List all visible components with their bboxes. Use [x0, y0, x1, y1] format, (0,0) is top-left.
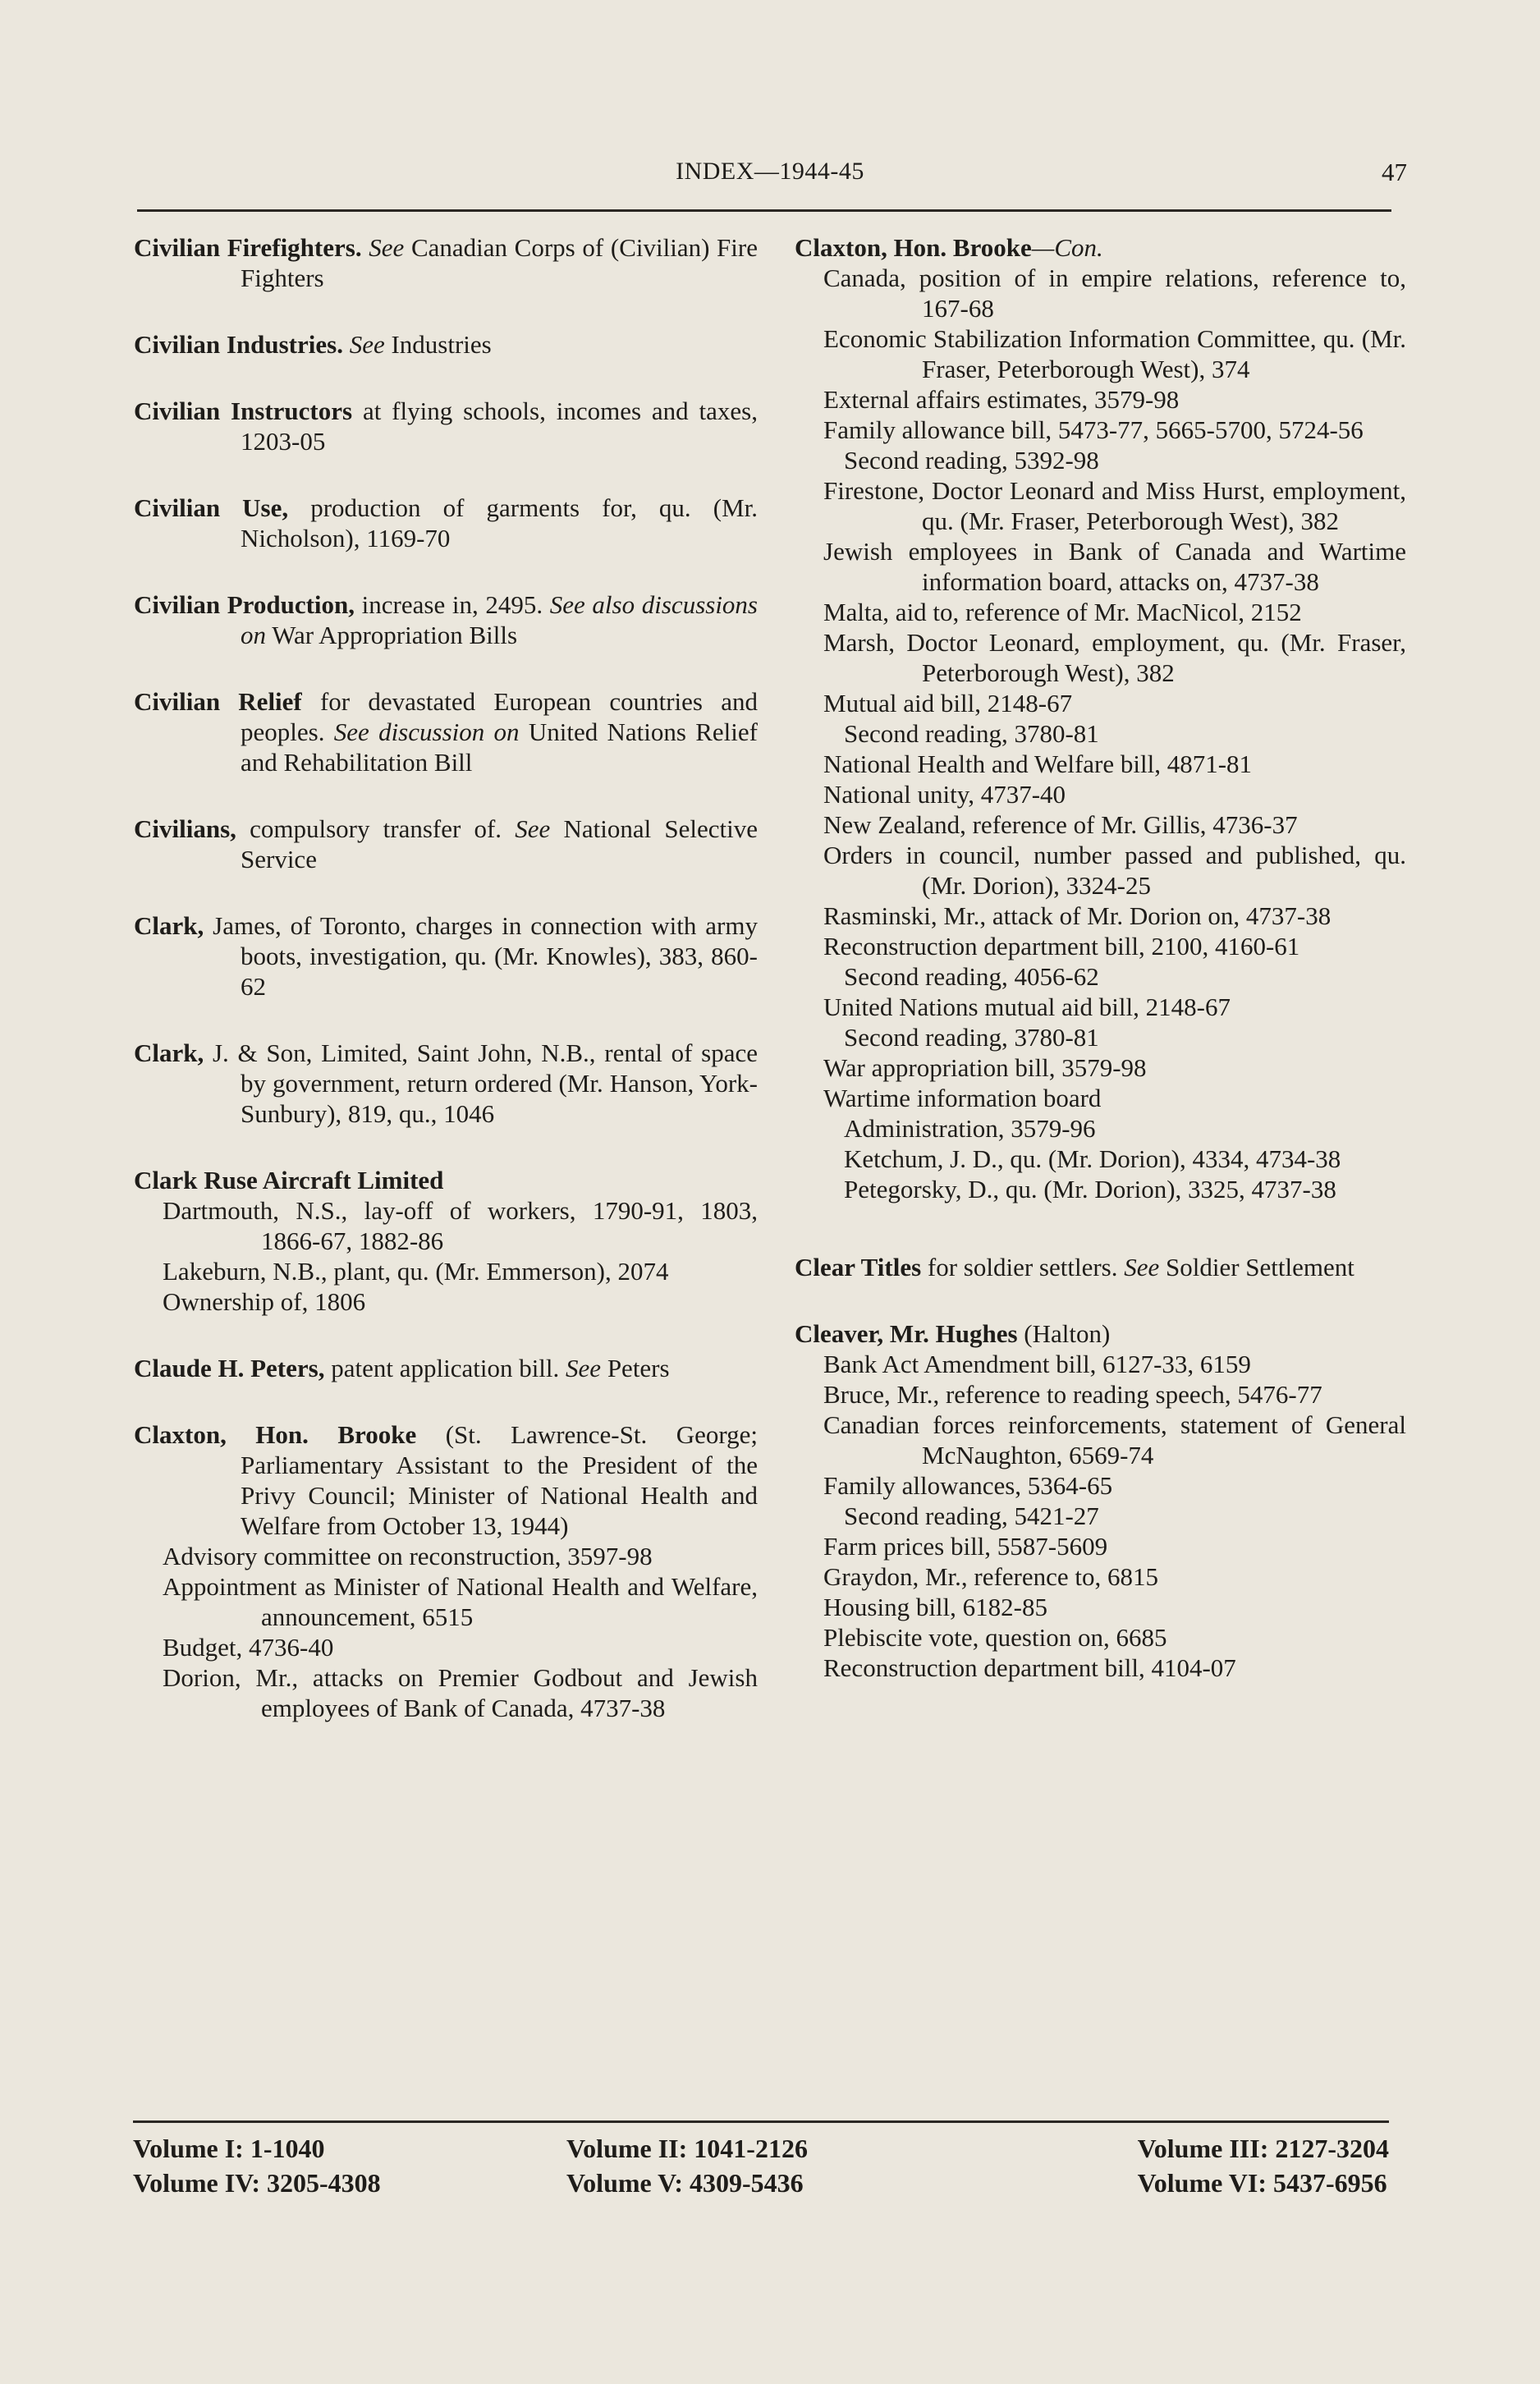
sub-entry: Wartime information board — [823, 1084, 1102, 1112]
volume-range: Volume VI: 5437-6956 — [1137, 2168, 1387, 2198]
sub-entry: Mutual aid bill, 2148-67 — [823, 689, 1073, 717]
page-number: 47 — [1382, 158, 1407, 186]
sub-entry: National unity, 4737-40 — [823, 780, 1066, 809]
index-entry — [134, 493, 758, 553]
see-reference: See — [559, 1354, 602, 1382]
header-rule — [137, 209, 1391, 212]
volume-range: Volume III: 2127-3204 — [1137, 2134, 1389, 2163]
continued-label: —Con. — [1031, 233, 1103, 262]
index-entry — [134, 686, 758, 777]
sub-sub-entry: Ketchum, J. D., qu. (Mr. Dorion), 4334, 4734-38 — [844, 1144, 1341, 1173]
index-entry — [795, 232, 1406, 1204]
entry-text: Peters — [601, 1354, 670, 1382]
sub-entry: Reconstruction department bill, 2100, 4160-61 — [823, 932, 1300, 960]
index-entry — [134, 589, 758, 650]
page-title: INDEX—1944-45 — [676, 158, 864, 185]
sub-entry: Orders in council, number passed and published, qu. (Mr. Dorion), 3324-25 — [823, 841, 1406, 900]
see-reference: See — [369, 233, 405, 262]
index-entry — [134, 329, 758, 360]
sub-entry: Appointment as Minister of National Health and Welfare, announcement, 6515 — [163, 1572, 758, 1631]
entry-text: Soldier Settlement — [1159, 1253, 1354, 1281]
entry-text: for soldier settlers. — [921, 1253, 1118, 1281]
sub-sub-entry: Second reading, 5392-98 — [844, 446, 1099, 475]
sub-entry: Bank Act Amendment bill, 6127-33, 6159 — [823, 1350, 1251, 1378]
sub-entry: Family allowances, 5364-65 — [823, 1471, 1113, 1500]
entry-heading: Civilians, — [134, 814, 236, 843]
sub-entry: Dartmouth, N.S., lay-off of workers, 1790-91, 1803, 1866-67, 1882-86 — [163, 1196, 758, 1255]
entry-heading: Clark Ruse Aircraft Limited — [134, 1166, 444, 1194]
index-entry — [134, 1419, 758, 1723]
sub-entry: Budget, 4736-40 — [163, 1633, 334, 1662]
sub-entry: External affairs estimates, 3579-98 — [823, 385, 1180, 414]
volume-range: Volume IV: 3205-4308 — [133, 2168, 381, 2198]
entry-heading: Civilian Use, — [134, 493, 289, 522]
entry-heading: Clark, — [134, 911, 204, 940]
see-reference: See — [349, 330, 385, 359]
sub-sub-entry: Second reading, 5421-27 — [844, 1501, 1099, 1530]
entry-text: (Halton) — [1017, 1319, 1111, 1348]
entry-heading: Civilian Industries. — [134, 330, 343, 359]
sub-entry: Canadian forces reinforcements, statement of General McNaughton, 6569-74 — [823, 1410, 1406, 1469]
sub-entry: National Health and Welfare bill, 4871-81 — [823, 750, 1253, 778]
sub-entry: Housing bill, 6182-85 — [823, 1593, 1047, 1621]
volume-range: Volume I: 1-1040 — [133, 2134, 325, 2163]
sub-sub-entry: Administration, 3579-96 — [844, 1114, 1096, 1143]
sub-entry: New Zealand, reference of Mr. Gillis, 4736-37 — [823, 810, 1298, 839]
sub-entry: Family allowance bill, 5473-77, 5665-5700, 5724-56 — [823, 415, 1364, 444]
index-entry — [134, 1353, 758, 1383]
entry-heading: Clear Titles — [795, 1253, 922, 1281]
footer-rule — [133, 2120, 1389, 2123]
entry-heading: Civilian Relief — [134, 687, 302, 716]
index-entry — [134, 814, 758, 874]
entry-text: Canadian Corps of (Civilian) Fire Fighters — [241, 233, 758, 292]
entry-heading: Civilian Production, — [134, 590, 355, 619]
entry-text: increase in, 2495. — [355, 590, 543, 619]
volume-range: Volume V: 4309-5436 — [566, 2168, 804, 2198]
entry-text: compulsory transfer of. — [236, 814, 502, 843]
sub-entry: Farm prices bill, 5587-5609 — [823, 1532, 1108, 1561]
sub-entry: War appropriation bill, 3579-98 — [823, 1053, 1147, 1082]
index-entry — [134, 1038, 758, 1129]
entry-text: James, of Toronto, charges in connection with army boots, investigation, qu. (Mr. Knowles), 383, 860-62 — [204, 911, 758, 1001]
entry-text: patent application bill. — [324, 1354, 560, 1382]
sub-entry: Dorion, Mr., attacks on Premier Godbout and Jewish employees of Bank of Canada, 4737-38 — [163, 1663, 758, 1722]
entry-heading: Cleaver, Mr. Hughes — [795, 1319, 1018, 1348]
entry-text: (St. Lawrence-St. George; Parliamentary Assistant to the President of the Privy Council; Minister of National Health and Welfare from October 13, 1944) — [241, 1420, 758, 1540]
sub-entry: Canada, position of in empire relations, reference to, 167-68 — [823, 264, 1406, 323]
sub-sub-entry: Petegorsky, D., qu. (Mr. Dorion), 3325, 4737-38 — [844, 1175, 1336, 1203]
entry-heading: Civilian Instructors — [134, 397, 353, 425]
see-reference: See also discussions on — [241, 590, 758, 649]
entry-heading: Claxton, Hon. Brooke — [134, 1420, 417, 1449]
entry-text: National Selective Service — [241, 814, 758, 873]
entry-text: J. & Son, Limited, Saint John, N.B., rental of space by government, return ordered (Mr. Hanson, York-Sunbury), 819, qu., 1046 — [204, 1038, 758, 1128]
index-entry — [134, 910, 758, 1002]
sub-entry: Marsh, Doctor Leonard, employment, qu. (Mr. Fraser, Peterborough West), 382 — [823, 628, 1406, 687]
see-reference: See discussion on — [324, 717, 520, 746]
sub-entry: Rasminski, Mr., attack of Mr. Dorion on, 4737-38 — [823, 901, 1331, 930]
index-entry — [795, 1252, 1406, 1282]
sub-entry: Ownership of, 1806 — [163, 1287, 366, 1316]
volume-range: Volume II: 1041-2126 — [566, 2134, 808, 2163]
sub-sub-entry: Second reading, 3780-81 — [844, 719, 1099, 748]
entry-text: production of garments for, qu. (Mr. Nicholson), 1169-70 — [241, 493, 758, 552]
see-reference: See — [1117, 1253, 1160, 1281]
sub-entry: Firestone, Doctor Leonard and Miss Hurst, employment, qu. (Mr. Fraser, Peterborough West), 382 — [823, 476, 1406, 535]
entry-text: for devastated European countries and peoples. — [241, 687, 758, 746]
left-column — [134, 232, 758, 1723]
entry-text: Industries — [384, 330, 492, 359]
sub-entry: Graydon, Mr., reference to, 6815 — [823, 1562, 1159, 1591]
index-entry — [134, 1165, 758, 1317]
entry-heading: Clark, — [134, 1038, 204, 1067]
sub-entry: Plebiscite vote, question on, 6685 — [823, 1623, 1167, 1652]
sub-sub-entry: Second reading, 3780-81 — [844, 1023, 1099, 1052]
sub-entry: Advisory committee on reconstruction, 3597-98 — [163, 1542, 653, 1570]
sub-entry: Lakeburn, N.B., plant, qu. (Mr. Emmerson), 2074 — [163, 1257, 669, 1286]
index-entry — [134, 396, 758, 456]
sub-entry: Economic Stabilization Information Committee, qu. (Mr. Fraser, Peterborough West), 374 — [823, 324, 1406, 383]
sub-entry: United Nations mutual aid bill, 2148-67 — [823, 993, 1231, 1021]
sub-entry: Malta, aid to, reference of Mr. MacNicol, 2152 — [823, 598, 1302, 626]
entry-text: War Appropriation Bills — [266, 621, 518, 649]
sub-entry: Bruce, Mr., reference to reading speech, 5476-77 — [823, 1380, 1322, 1409]
entry-text: at flying schools, incomes and taxes, 1203-05 — [241, 397, 758, 456]
entry-text: United Nations Relief and Rehabilitation Bill — [241, 717, 758, 777]
entry-heading: Civilian Firefighters. — [134, 233, 362, 262]
entry-heading: Claxton, Hon. Brooke — [795, 233, 1032, 262]
index-entry — [795, 1318, 1406, 1683]
index-entry — [134, 232, 758, 293]
right-column — [795, 232, 1406, 1683]
sub-entry: Jewish employees in Bank of Canada and Wartime information board, attacks on, 4737-38 — [823, 537, 1406, 596]
sub-sub-entry: Second reading, 4056-62 — [844, 962, 1099, 991]
sub-entry: Reconstruction department bill, 4104-07 — [823, 1653, 1236, 1682]
entry-heading: Claude H. Peters, — [134, 1354, 325, 1382]
see-reference: See — [502, 814, 551, 843]
